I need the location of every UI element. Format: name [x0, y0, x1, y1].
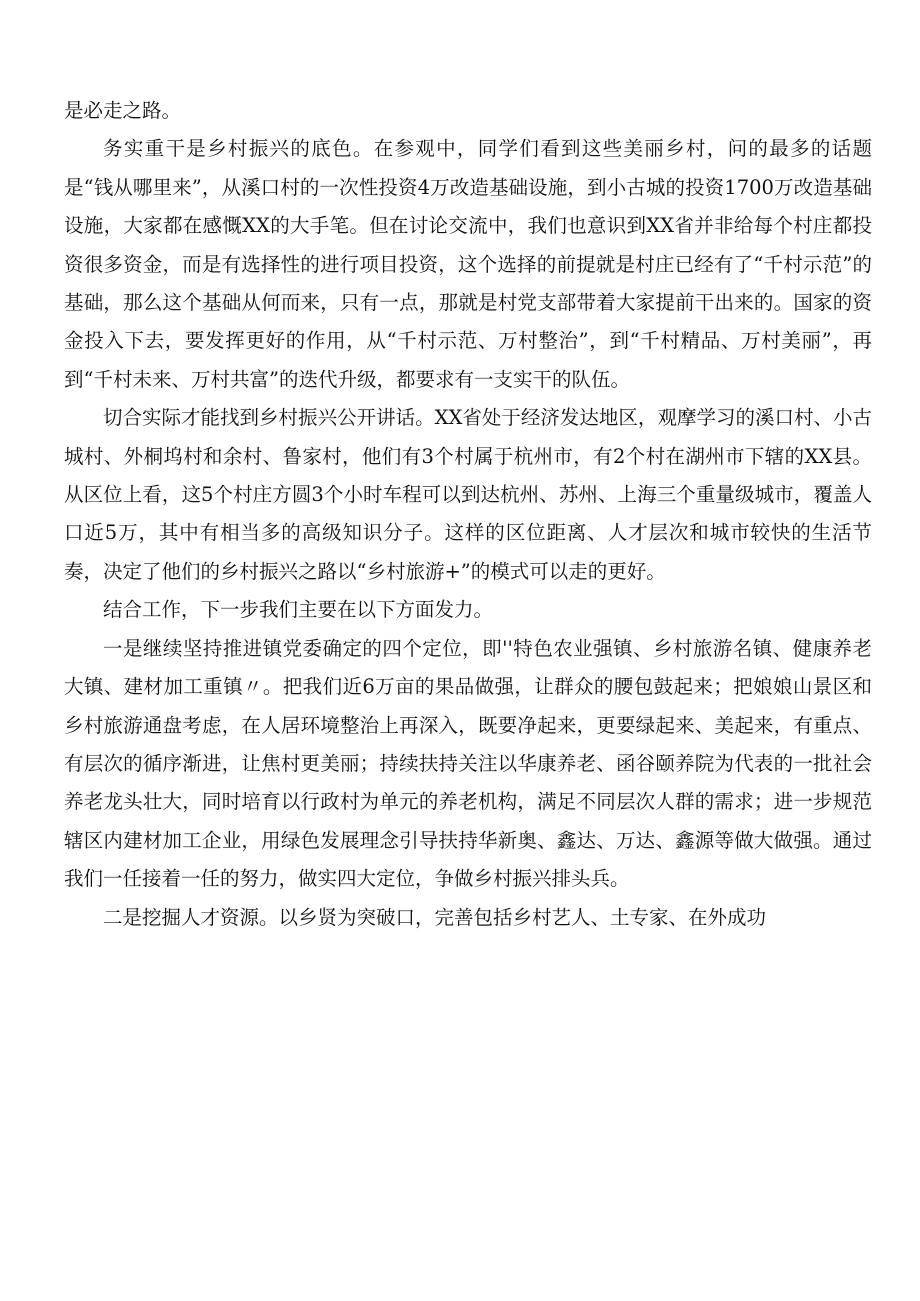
paragraph-2: 务实重干是乡村振兴的底色。在参观中，同学们看到这些美丽乡村，问的最多的话题是“钱从哪里来”，从溪口村的一次性投资4万改造基础设施，到小古城的投资1700万改造基础设施，大家都在感慨XX的大手笔。但在讨论交流中，我们也意识到XX省并非给每个村庄都投资很多资金，而是有选择性的进行项目投资，这个选择的前提就是村庄已经有了“千村示范”的基础，那么这个基础从何而来，只有一点，那就是村党支部带着大家提前干出来的。国家的资金投入下去，要发挥更好的作用，从“千村示范、万村整治”，到“千村精品、万村美丽”，再到“千村未来、万村共富”的迭代升级，都要求有一支实干的队伍。: [64, 137, 872, 391]
paragraph-4: 结合工作，下一步我们主要在以下方面发力。: [103, 598, 494, 622]
document-body: [64, 92, 872, 937]
paragraph-1: 是必走之路。: [64, 99, 182, 122]
paragraph-6: 二是挖掘人才资源。以乡贤为突破口，完善包括乡村艺人、土专家、在外成功: [103, 905, 767, 929]
paragraph-5: 一是继续坚持推进镇党委确定的四个定位，即''特色农业强镇、乡村旅游名镇、健康养老大镇、建材加工重镇〃。把我们近6万亩的果品做强，让群众的腰包鼓起来；把娘娘山景区和乡村旅游通盘考虑，在人居环境整治上再深入，既要净起来，更要绿起来、美起来，有重点、有层次的循序渐进，让焦村更美丽；持续扶持关注以华康养老、函谷颐养院为代表的一批社会养老龙头壮大，同时培育以行政村为单元的养老机构，满足不同层次人群的需求；进一步规范辖区内建材加工企业，用绿色发展理念引导扶持华新奥、鑫达、万达、鑫源等做大做强。通过我们一任接着一任的努力，做实四大定位，争做乡村振兴排头兵。: [64, 636, 872, 891]
paragraph-3: 切合实际才能找到乡村振兴公开讲话。XX省处于经济发达地区，观摩学习的溪口村、小古城村、外桐坞村和余村、鲁家村，他们有3个村属于杭州市，有2个村在湖州市下辖的XX县。从区位上看，这5个村庄方圆3个小时车程可以到达杭州、苏州、上海三个重量级城市，覆盖人口近5万，其中有相当多的高级知识分子。这样的区位距离、人才层次和城市较快的生活节奏，决定了他们的乡村振兴之路以“乡村旅游+”的模式可以走的更好。: [64, 406, 872, 583]
